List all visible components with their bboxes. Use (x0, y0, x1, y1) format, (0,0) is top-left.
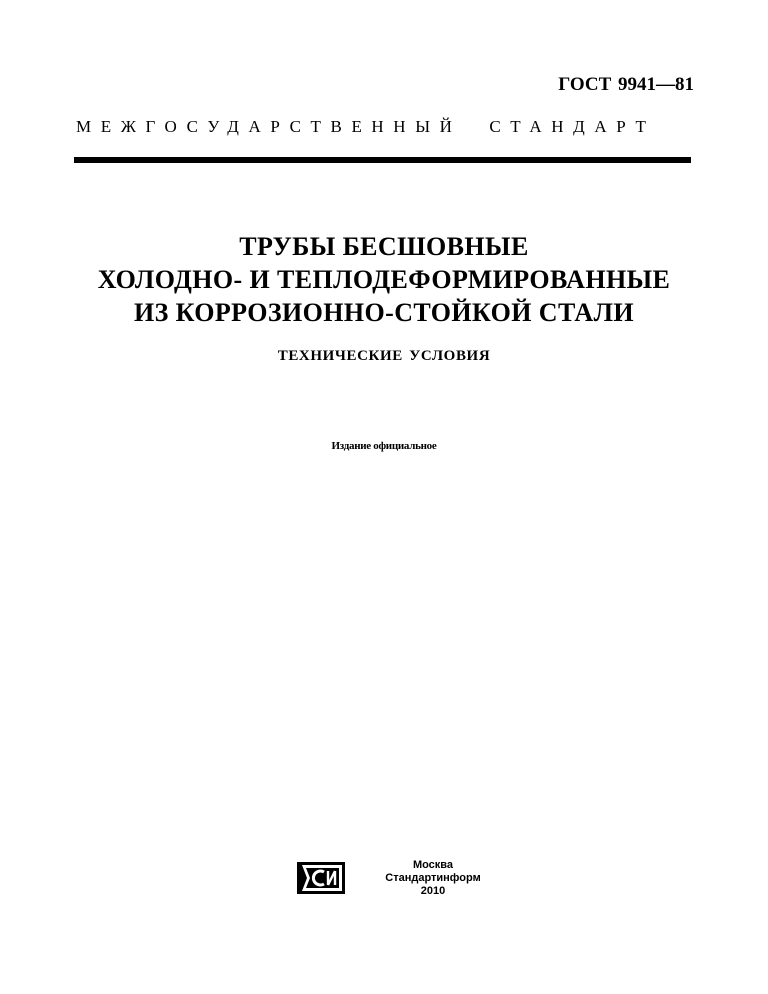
edition-note: Издание официальное (331, 440, 437, 452)
standard-type-heading: МЕЖГОСУДАРСТВЕННЫЙ СТАНДАРТ (76, 117, 656, 136)
header-divider (74, 157, 691, 163)
publication-year: 2010 (420, 885, 446, 897)
document-subtitle: ТЕХНИЧЕСКИЕ УСЛОВИЯ (277, 348, 491, 364)
gost-number: ГОСТ 9941—81 (558, 74, 694, 95)
standartinform-logo-icon (297, 862, 345, 894)
publisher-name: Стандартинформ (385, 872, 481, 884)
title-line: ТРУБЫ БЕСШОВНЫЕ (239, 232, 529, 261)
document-title (0, 230, 768, 329)
title-line: ИЗ КОРРОЗИОННО-СТОЙКОЙ СТАЛИ (134, 298, 634, 327)
title-line: ХОЛОДНО- И ТЕПЛОДЕФОРМИРОВАННЫЕ (97, 265, 671, 294)
publisher-info (378, 859, 488, 898)
publisher-city: Москва (412, 859, 454, 871)
